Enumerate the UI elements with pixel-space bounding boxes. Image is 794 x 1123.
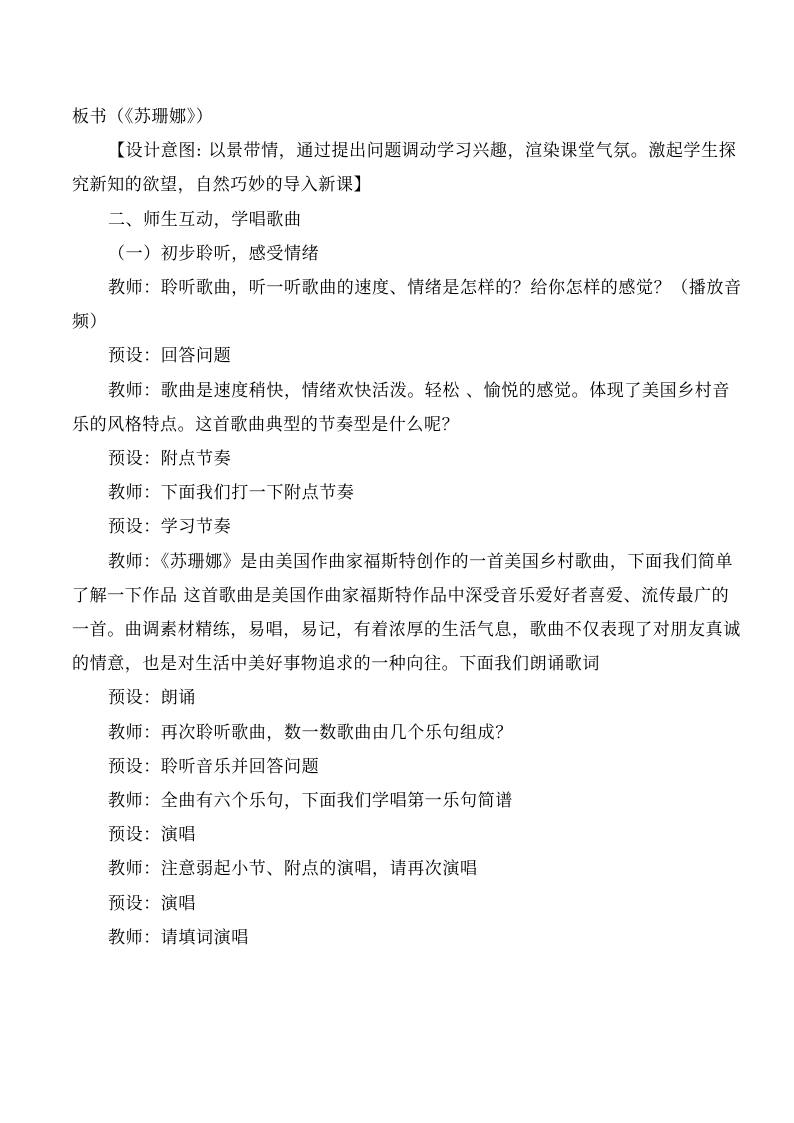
teacher-paragraph: 教师：注意弱起小节、附点的演唱，请再次演唱 — [108, 859, 478, 880]
preset-paragraph: 预设：聆听音乐并回答问题 — [108, 756, 320, 777]
preset-paragraph: 预设：朗诵 — [108, 688, 196, 709]
document-body — [72, 100, 744, 955]
design-intent-paragraph: 【设计意图: 以景带情，通过提出问题调动学习兴趣，渲染课堂气氛。激起学生探究新知的欲望，自然巧妙的导入新课】 — [72, 141, 737, 196]
teacher-paragraph: 教师：《苏珊娜》是由美国作曲家福斯特创作的一首美国乡村歌曲，下面我们简单了解一下作品 这首歌曲是美国作曲家福斯特作品中深受音乐爱好者喜爱、流传最广的一首。曲调素材精练，易唱，易记，有着浓厚的生活气息，歌曲不仅表现了对朋友真诚的情意，也是对生活中美好事物追求的一种向往。下面我们朗诵歌词 — [72, 551, 741, 675]
teacher-paragraph: 教师：全曲有六个乐句，下面我们学唱第一乐句简谱 — [108, 791, 513, 812]
preset-paragraph: 预设：演唱 — [108, 893, 196, 914]
teacher-paragraph: 教师：再次聆听歌曲，数一数歌曲由几个乐句组成？ — [108, 722, 513, 743]
teacher-paragraph: 教师：歌曲是速度稍快，情绪欢快活泼。轻松 、愉悦的感觉。体现了美国乡村音乐的风格特点。这首歌曲典型的节奏型是什么呢？ — [72, 380, 731, 435]
subsection-heading: （一）初步聆听，感受情绪 — [108, 243, 320, 264]
teacher-paragraph: 教师：下面我们打一下附点节奏 — [108, 483, 355, 504]
preset-paragraph: 预设：学习节奏 — [108, 517, 232, 538]
teacher-paragraph: 教师：请填词演唱 — [108, 927, 249, 948]
section-heading: 二、师生互动，学唱歌曲 — [108, 209, 302, 230]
preset-paragraph: 预设：演唱 — [108, 825, 196, 846]
preset-paragraph: 预设：回答问题 — [108, 346, 232, 367]
preset-paragraph: 预设：附点节奏 — [108, 449, 232, 470]
board-title: 板书（《苏珊娜》） — [72, 107, 214, 127]
teacher-paragraph: 教师：聆听歌曲，听一听歌曲的速度、情绪是怎样的？给你怎样的感觉？（播放音频） — [72, 278, 742, 333]
